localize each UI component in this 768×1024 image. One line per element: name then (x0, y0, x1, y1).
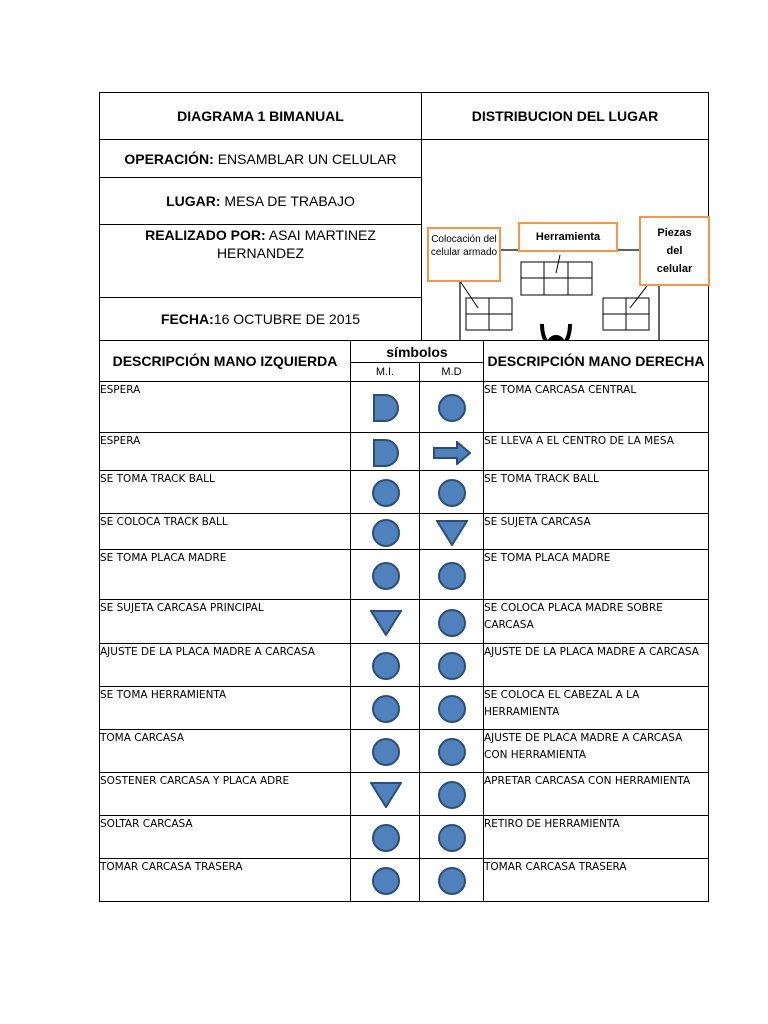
left-hand-description: TOMAR CARCASA TRASERA (100, 859, 351, 902)
operation-circle-icon (438, 738, 466, 766)
mi-symbol-cell (351, 600, 420, 644)
col-header-right: DESCRIPCIÓN MANO DERECHA (484, 341, 709, 382)
label-finished-phone: Colocación del celular armado (427, 227, 501, 282)
right-hand-description: AJUSTE DE PLACA MADRE A CARCASA CON HERRAMIENTA (484, 730, 709, 773)
md-symbol-cell (420, 859, 484, 902)
operation-circle-icon (438, 867, 466, 895)
operation-circle-icon (372, 867, 400, 895)
operation-circle-icon (372, 738, 400, 766)
md-symbol-cell (420, 433, 484, 471)
left-hand-description: SOLTAR CARCASA (100, 816, 351, 859)
bimanual-table (99, 340, 709, 902)
operation-circle-icon (372, 519, 400, 547)
table-row (100, 773, 709, 816)
mi-symbol-cell (351, 730, 420, 773)
fecha-field: FECHA:16 OCTUBRE DE 2015 (100, 297, 422, 340)
left-hand-description: SE SUJETA CARCASA PRINCIPAL (100, 600, 351, 644)
table-row (100, 471, 709, 514)
table-row (100, 687, 709, 730)
operation-circle-icon (438, 781, 466, 809)
right-hand-description: AJUSTE DE LA PLACA MADRE A CARCASA (484, 644, 709, 687)
operation-circle-icon (438, 695, 466, 723)
hold-triangle-icon (370, 782, 402, 813)
left-hand-description: SE TOMA TRACK BALL (100, 471, 351, 514)
operation-circle-icon (438, 394, 466, 422)
mi-symbol-cell (351, 644, 420, 687)
layout-title: DISTRIBUCION DEL LUGAR (422, 93, 709, 140)
operation-circle-icon (372, 479, 400, 507)
mi-symbol-cell (351, 773, 420, 816)
md-symbol-cell (420, 471, 484, 514)
left-hand-description: AJUSTE DE LA PLACA MADRE A CARCASA (100, 644, 351, 687)
mi-symbol-cell (351, 514, 420, 550)
operation-circle-icon (438, 479, 466, 507)
table-row (100, 514, 709, 550)
hold-triangle-icon (370, 610, 402, 641)
document-title: DIAGRAMA 1 BIMANUAL (100, 93, 422, 140)
right-hand-description: RETIRO DE HERRAMIENTA (484, 816, 709, 859)
mi-symbol-cell (351, 859, 420, 902)
col-header-mi: M.I. (351, 363, 420, 382)
left-hand-description: SE COLOCA TRACK BALL (100, 514, 351, 550)
md-symbol-cell (420, 644, 484, 687)
table-row (100, 859, 709, 902)
right-hand-description: TOMAR CARCASA TRASERA (484, 859, 709, 902)
right-hand-description: SE COLOCA EL CABEZAL A LA HERRAMIENTA (484, 687, 709, 730)
left-hand-description: SE TOMA PLACA MADRE (100, 550, 351, 600)
table-row (100, 382, 709, 433)
md-symbol-cell (420, 514, 484, 550)
mi-symbol-cell (351, 550, 420, 600)
operation-circle-icon (438, 824, 466, 852)
md-symbol-cell (420, 550, 484, 600)
table-row (100, 433, 709, 471)
realizado-field: REALIZADO POR: ASAI MARTINEZ HERNANDEZ (100, 225, 422, 297)
operator-icon (540, 324, 572, 340)
left-hand-description: ESPERA (100, 382, 351, 433)
operation-circle-icon (372, 824, 400, 852)
md-symbol-cell (420, 382, 484, 433)
left-hand-description: TOMA CARCASA (100, 730, 351, 773)
right-hand-description: SE TOMA TRACK BALL (484, 471, 709, 514)
col-header-md: M.D (420, 363, 484, 382)
col-header-left: DESCRIPCIÓN MANO IZQUIERDA (100, 341, 351, 382)
finished-phone-area (466, 298, 512, 330)
left-hand-description: SE TOMA HERRAMIENTA (100, 687, 351, 730)
bimanual-diagram-sheet (99, 92, 708, 891)
delay-d-icon (373, 394, 399, 422)
transport-arrow-icon (433, 441, 471, 470)
label-tool: Herramienta (518, 222, 618, 252)
right-hand-description: APRETAR CARCASA CON HERRAMIENTA (484, 773, 709, 816)
lugar-field: LUGAR: MESA DE TRABAJO (100, 178, 422, 225)
mi-symbol-cell (351, 471, 420, 514)
operation-circle-icon (372, 652, 400, 680)
delay-d-icon (373, 439, 399, 467)
operation-circle-icon (372, 695, 400, 723)
right-hand-description: SE COLOCA PLACA MADRE SOBRE CARCASA (484, 600, 709, 644)
hold-triangle-icon (436, 520, 468, 551)
col-header-symbols: símbolos (351, 341, 484, 363)
operation-circle-icon (438, 562, 466, 590)
md-symbol-cell (420, 600, 484, 644)
table-row (100, 550, 709, 600)
right-hand-description: SE SUJETA CARCASA (484, 514, 709, 550)
table-row (100, 816, 709, 859)
md-symbol-cell (420, 816, 484, 859)
left-hand-description: SOSTENER CARCASA Y PLACA ADRE (100, 773, 351, 816)
parts-area (603, 298, 649, 330)
operation-circle-icon (438, 652, 466, 680)
label-parts: Piezas del celular (639, 216, 710, 286)
table-row (100, 600, 709, 644)
table-row (100, 644, 709, 687)
mi-symbol-cell (351, 433, 420, 471)
header-table (99, 92, 709, 341)
tool-area (521, 262, 592, 295)
table-row (100, 730, 709, 773)
md-symbol-cell (420, 687, 484, 730)
left-hand-description: ESPERA (100, 433, 351, 471)
layout-diagram-cell (422, 140, 709, 341)
operation-circle-icon (438, 609, 466, 637)
right-hand-description: SE LLEVA A EL CENTRO DE LA MESA (484, 433, 709, 471)
md-symbol-cell (420, 773, 484, 816)
mi-symbol-cell (351, 382, 420, 433)
mi-symbol-cell (351, 816, 420, 859)
md-symbol-cell (420, 730, 484, 773)
right-hand-description: SE TOMA PLACA MADRE (484, 550, 709, 600)
operacion-field: OPERACIÓN: ENSAMBLAR UN CELULAR (100, 140, 422, 178)
right-hand-description: SE TOMA CARCASA CENTRAL (484, 382, 709, 433)
operation-circle-icon (372, 562, 400, 590)
mi-symbol-cell (351, 687, 420, 730)
